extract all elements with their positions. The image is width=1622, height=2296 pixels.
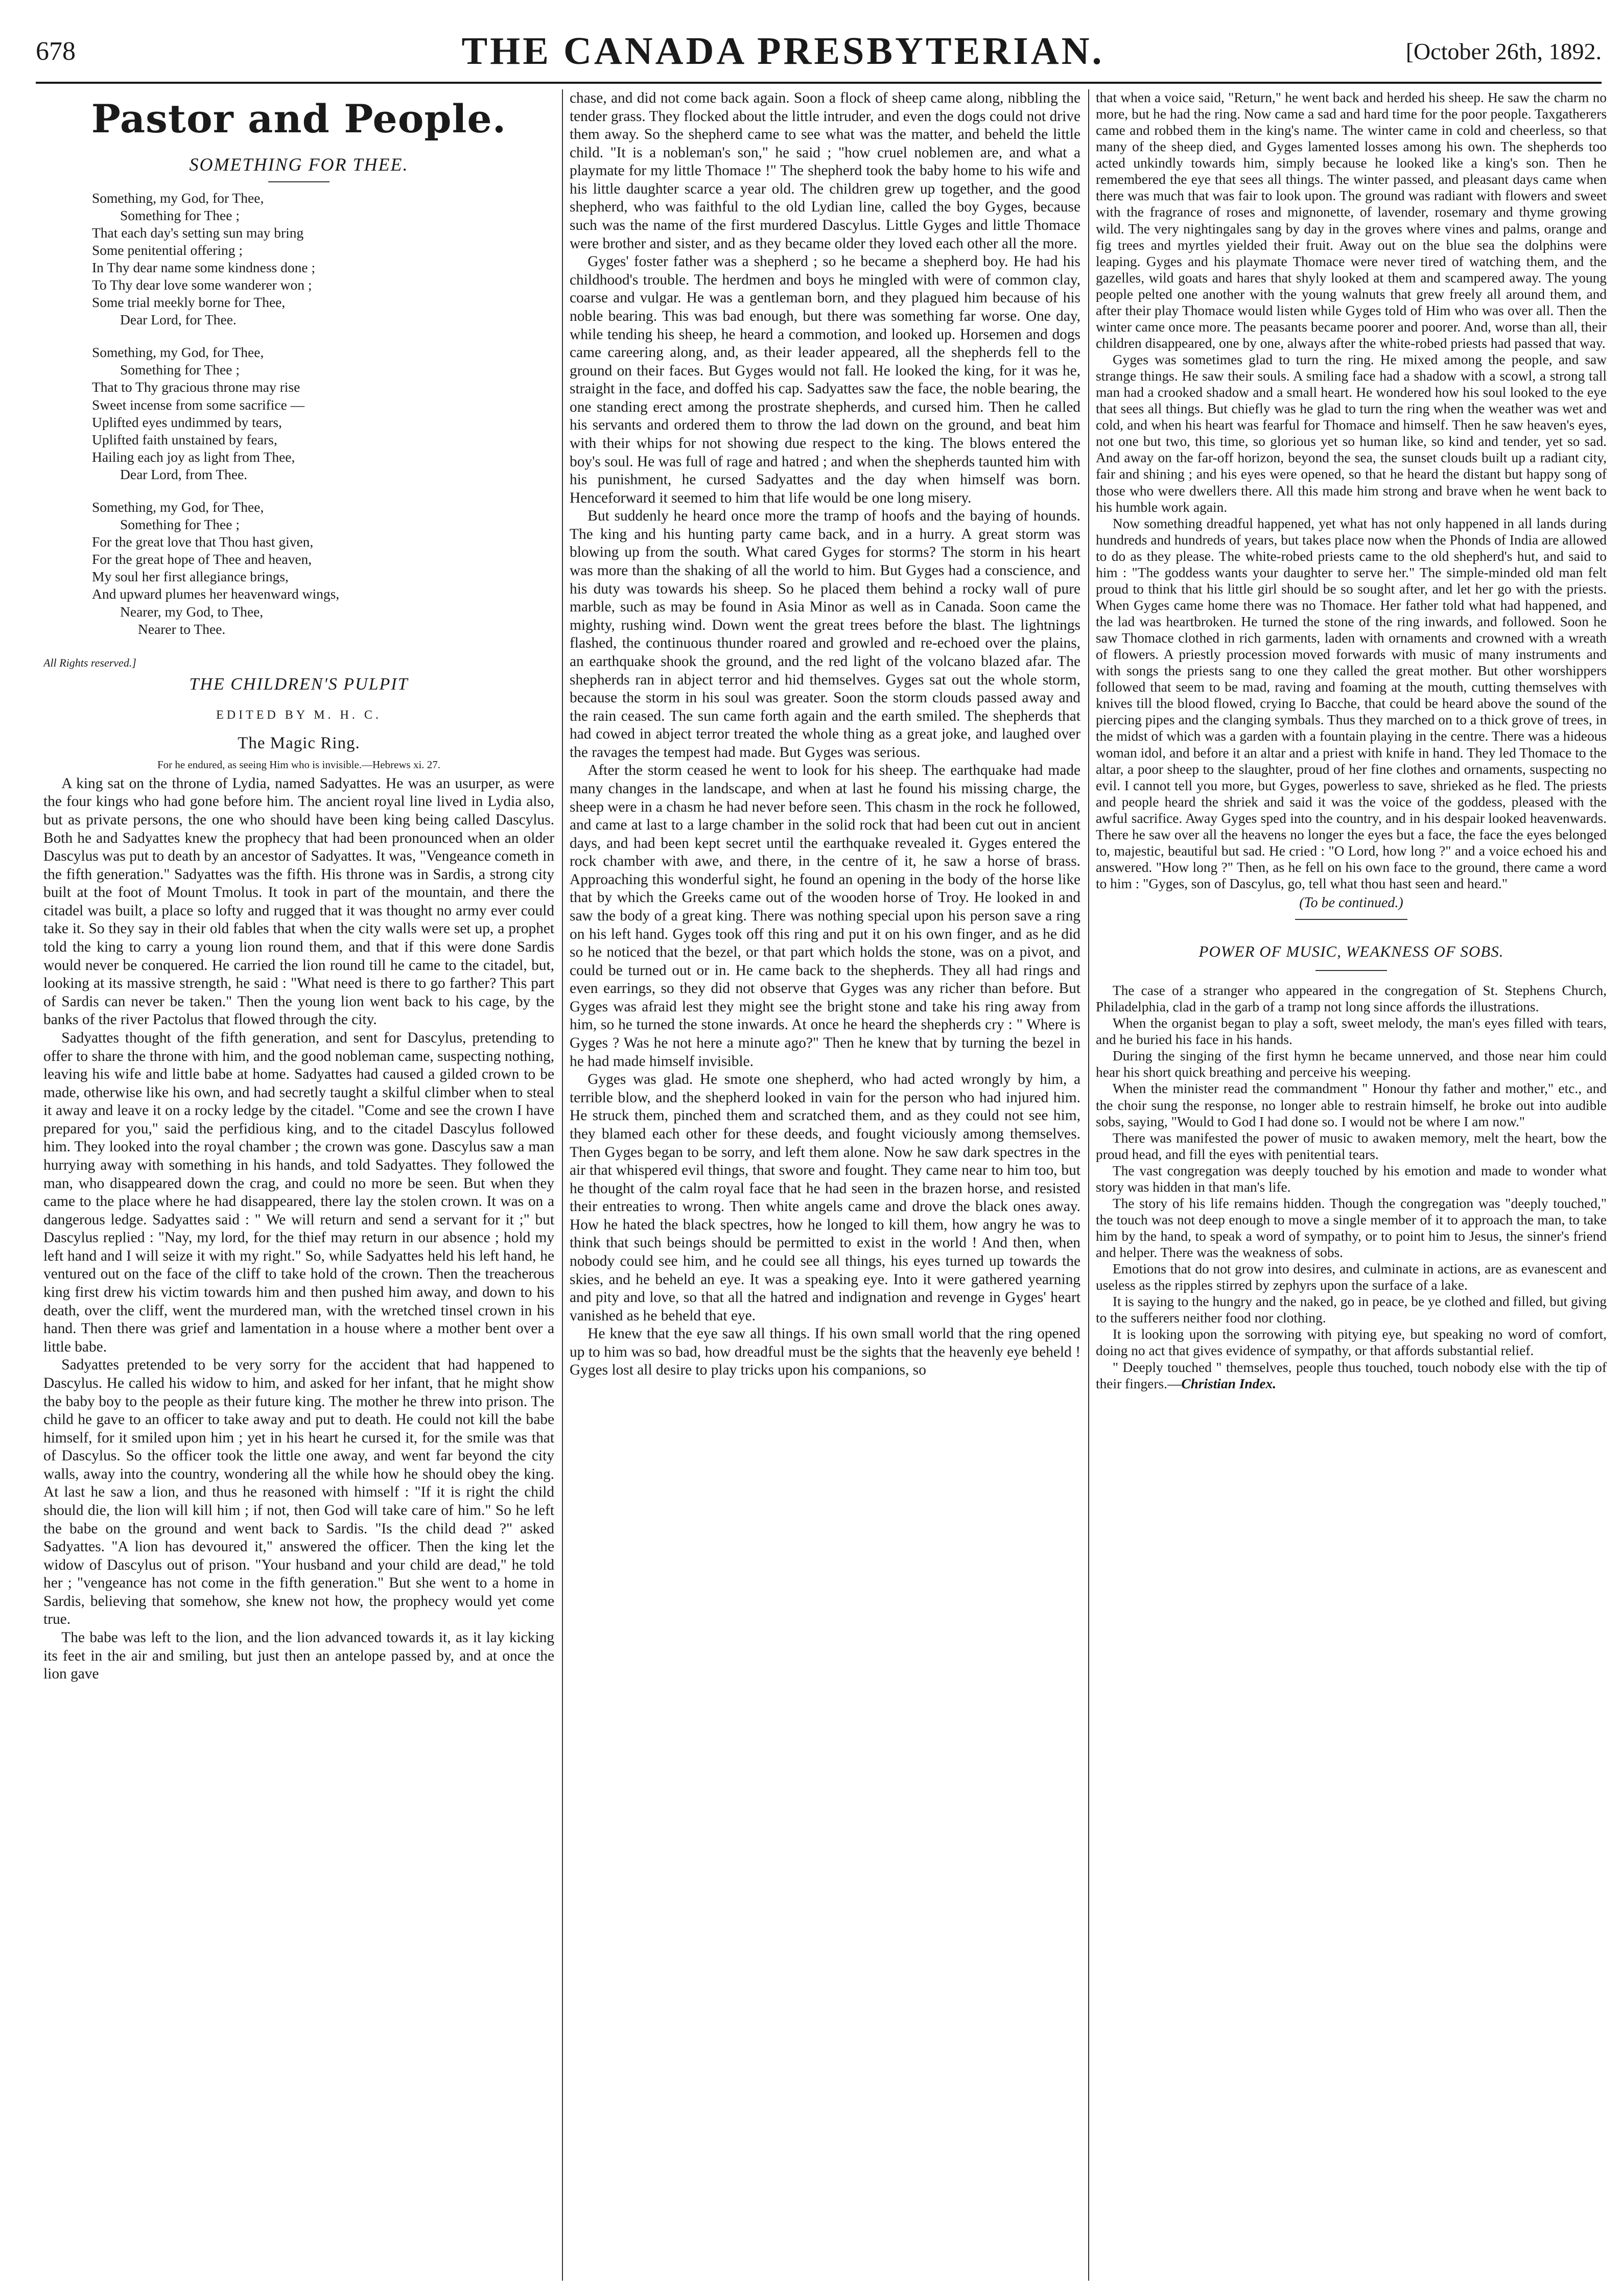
paragraph: Now something dreadful happened, yet what has not only happened in all lands during hundreds and hundreds of years, but takes place now when the Phonds of India are allowed to do as they please. The white-robed priests came to the old shepherd's hut, and said to him : "The goddess wants your daughter to serve her." The simple-minded old man felt proud to think that his little girl should be so sought after, and let her go with the priests. When Gyges came home there was no Thomace. Her father told what had happened, and the lad was heartbroken. He turned the stone of the ring inwards, and followed. Soon he saw Thomace clothed in rich garments, laden with ornaments and crowned with a wreath of flowers. A priestly procession moved forwards with music of many instruments and with songs the priests sang to one they called the great mother. But other worshippers followed that seem to be mad, raving and foaming at the mouth, cutting themselves with knives till the blood flowed, crying Io Bacche, that could be heard above the sound of the piercing pipes and the clanging symbals. Thus they marched on to a thick grove of trees, in the midst of which was a garden with a fountain playing in the centre. There was a hideous woman idol, and before it an altar and a priest with knife in hand. They led Thomace to the altar, a poor sheep to the slaughter, proud of her fine clothes and ornaments, suspecting no evil. I cannot tell you more, but Gyges, powerless to save, shrieked as he fled. The priests and people heard the shriek and said it was the voice of the goddess, pleased with the awful sacrifice. Away Gyges sped into the country, and in his despair looked heavenwards. There he saw over all the heavens no longer the eyes but a face, the face the eyes belonged to, majestic, beautiful but sad. He cried : "O Lord, how long ?" and a voice echoed his and answered. "How long ?" Then, as he fell on his own face to the ground, there came a word to him : "Gyges, son of Dascylus, go, tell what thou hast seen and heard." [1096,515,1607,891]
page-number: 678 [36,36,76,66]
paragraph: chase, and did not come back again. Soon a flock of sheep came along, nibbling the tender grass. They flocked about the little intruder, and even the dogs could not drive them away. So the shepherd came to see what was the matter, and beheld the little child. "It is a nobleman's son," he said ; "how cruel noblemen are, and what a playmate for my little Thomace !" The shepherd took the baby home to his wife and his little daughter scarce a year old. The children grew up together, and the good shepherd, who was faithful to the old Lydian line, called the boy Gyges, because such was the name of the first murdered Dascylus. Little Gyges and little Thomace were brother and sister, and as they became older they loved each other all the more. [570,90,1080,252]
poem-line: For the great love that Thou hast given, [92,534,314,550]
paragraph: He knew that the eye saw all things. If his own small world that the ring opened up to him was so bad, how dreadful must be the sights that the heavenly eye beheld ! Gyges lost all desire to play tricks upon his companions, so [570,1325,1080,1379]
paragraph: The vast congregation was deeply touched by his emotion and made to wonder what story was hidden in that man's life. [1096,1163,1607,1195]
poem-line: Some trial meekly borne for Thee, [92,294,286,311]
paragraph: During the singing of the first hymn he became unnerved, and those near him could hear his short quick breathing and perceive his weeping. [1096,1048,1607,1080]
paragraph-text: " Deeply touched " themselves, people thus touched, touch nobody else with the tip of their fingers.— [1096,1359,1607,1391]
to-be-continued: (To be continued.) [1299,895,1403,911]
poem-line: Nearer, my God, to Thee, [120,603,264,620]
paragraph: that when a voice said, "Return," he went back and herded his sheep. He saw the charm no more, but he had the ring. Now came a sad and hard time for the poor people. Taxgatherers came and robbed them in the king's name. The winter came in cold and cheerless, so that many of the sheep died, and Gyges lamented losses among his own. The shepherds too acted unkindly towards him, simply because he looked like a king's son. Then he remembered the eye that sees all things. The winter passed, and pleasant days came when there was much that was fair to look upon. The ground was radiant with flowers and sweet with the fragrance of roses and mignonette, of lavender, rosemary and thyme growing wild. The very nightingales sang by day in the groves where vines and palms, orange and fig trees and myrtles yielded their fruit. Away out on the blue sea the dolphins were leaping. Gyges and his playmate Thomace were never tired of watching them, and the gazelles, wild goats and hares that shyly looked at them and scampered away. The young people pelted one another with the young walnuts that grew freely all around them, and after their play Thomace would listen while Gyges told of Him who was over all. Then the winter came once more. The peasants became poorer and poorer. And, worse than all, their children disappeared, one by one, always after the white-robed priests had passed that way. [1096,90,1607,351]
paragraph: After the storm ceased he went to look for his sheep. The earthquake had made many changes in the landscape, and when at last he found his missing charge, the sheep were in a chasm he had never before seen. This chasm in the rock he followed, and came at last to a large chamber in the solid rock that had been cut out in ancient days, and had been kept secret until the earthquake revealed it. Gyges entered the rock chamber with awe, and there, in the centre of it, he saw a horse of brass. Approaching this wonderful sight, he found an opening in the body of the horse like that by which the Greeks came out of the wooden horse of Troy. He looked in and saw the body of a great king. There was nothing special upon his person save a ring on his left hand. Gyges took off this ring and put it on his own finger, and as he did so he noticed that the bezel, or that part which holds the stone, was on a pivot, and could be turned out or in. He came back to the shepherds. They all had rings and even earrings, so they did not observe that Gyges was any richer than before. But Gyges was afraid lest they might see the bright stone and take his ring away from him, so he turned the stone inwards. At once he heard the shepherds cry : " Where is Gyges ? Was he not here a minute ago?" Then he knew that by turning the bezel in he had made himself invisible. [570,762,1080,1070]
poem [43,190,554,638]
poem-stanza [43,499,554,638]
masthead: THE CANADA PRESBYTERIAN. [461,29,1104,73]
poem-line: Something for Thee ; [120,207,240,223]
column-3 [1096,89,1607,2281]
paragraph: There was manifested the power of music to awaken memory, melt the heart, bow the proud head, and fill the eyes with penitential tears. [1096,1130,1607,1162]
paragraph: It is saying to the hungry and the naked, go in peace, be ye clothed and filled, but giving to the sufferers neither food nor clothing. [1096,1294,1607,1326]
column-1 [43,89,554,2281]
paragraph: The case of a stranger who appeared in the congregation of St. Stephens Church, Philadelphia, clad in the garb of a tramp not long since affords the illustrations. [1096,983,1607,1015]
page-header [36,20,1602,82]
department-title: Pastor and People. [91,96,507,141]
last-paragraph [1096,1359,1607,1392]
paragraph: Sadyattes pretended to be very sorry for the accident that had happened to Dascylus. He called his widow to him, and asked for her infant, that he might show the baby boy to the people as their future king. The mother he threw into prison. The child he gave to an officer to take away and put to death. He could not kill the babe himself, for it smiled upon him ; yet in his heart he cursed it, for the smile was that of Dascylus. So the officer took the little one away, and went far beyond the city walls, away into the country, wondering all the while how he should obey the king. At last he saw a lion, and thus he reasoned with himself : "If it is right the child should die, the lion will kill him ; if not, then God will take care of him." So he left the babe on the ground and went back to Sardis. "Is the child dead ?" asked Sadyattes. "A lion has devoured it," answered the officer. Then the king let the widow of Dascylus out of prison. "Your husband and your child are dead," he told her ; "vengeance has not come in the fifth generation." But she went to a home in Sardis, believing that somehow, she knew not how, the prophecy would yet come true. [43,1357,554,1628]
poem-line: For the great hope of Thee and heaven, [92,551,312,567]
source-credit: Christian Index. [1181,1376,1277,1391]
poem-line: Something, my God, for Thee, [92,190,264,206]
column-divider [1088,89,1089,2281]
column-divider [562,89,563,2281]
story-title: The Magic Ring. [238,733,360,752]
poem-line: Something, my God, for Thee, [92,344,264,361]
poem-line: And upward plumes her heavenward wings, [92,586,340,602]
poem-title: SOMETHING FOR THEE. [189,154,409,175]
poem-line: Dear Lord, from Thee. [120,466,248,482]
poem-line: Something for Thee ; [120,516,240,533]
poem-line: Sweet incense from some sacrifice — [92,396,305,413]
paragraph: A king sat on the throne of Lydia, named Sadyattes. He was an usurper, as were the four kings who had gone before him. The ancient royal line lived in Lydia also, but as private persons, the one who should have been king being called Dascylus. Both he and Sadyattes knew the prophecy that had been pronounced when an older Dascylus was put to death by an ancestor of Sadyattes. It was, "Vengeance cometh in the fifth generation." Sadyattes was the fifth. His throne was in Sardis, a strong city built at the foot of Mount Tmolus. It took in part of the mountain, and there the citadel was built, a place so lofty and rugged that it was thought no army ever could take it. So they say in their old fables that when the city walls were set up, a prophet told the king to carry a young lion round them, and that if this were done Sardis would never be conquered. He carried the lion round till he came to the citadel, but, looking at its massive strength, he said : "What need is there to go farther? This part of Sardis can never be taken." Then the young lion went back to his cage, by the banks of the river Pactolus that flowed through the city. [43,775,554,1028]
title-rule [268,181,330,182]
poem-line: My soul her first allegiance brings, [92,569,289,585]
article-separator [1295,919,1407,920]
poem-line: In Thy dear name some kindness done ; [92,259,316,275]
rights-notice: All Rights reserved.] [43,656,136,669]
paragraph: Emotions that do not grow into desires, and culminate in actions, are as evanescent and useless as the ripples stirred by zephyrs upon the surface of a lake. [1096,1261,1607,1293]
poem-line: Dear Lord, for Thee. [120,312,237,328]
paragraph: Gyges' foster father was a shepherd ; so he became a shepherd boy. He had his childhood's trouble. The herdmen and boys he mingled with were of common clay, coarse and vulgar. He was a gentleman born, and they plagued him because of his noble bearing. This was bad enough, but there was something far worse. One day, while tending his sheep, he heard a commotion, and looked up. Horsemen and dogs came careering along, and, as their leader appeared, all the shepherds fell to the ground on their faces. But Gyges would not fall. He looked the king, for it was he, straight in the face, and doffed his cap. Sadyattes saw the face, the noble bearing, the one standing erect among the prostrate shepherds, and cursed him. Then he called his servants and ordered them to throw the lad down on the ground, and beat him with their whips for not showing due respect to the king. The blows entered the boy's soul. He was full of rage and hatred ; and when the shepherds taunted him with his punishment, he cursed Sadyattes and the day when himself was born. Henceforward it seemed to him that life would be one long misery. [570,253,1080,506]
paragraph: When the minister read the commandment " Honour thy father and mother," etc., and the choir sung the response, no longer able to restrain himself, he broke out into audible sobs, saying, "Would to God I had done so. I would not be where I am now." [1096,1081,1607,1129]
column-2 [570,89,1080,2281]
poem-line: Hailing each joy as light from Thee, [92,448,295,465]
section-title: THE CHILDREN'S PULPIT [189,675,409,694]
paragraph: Sadyattes thought of the fifth generation, and sent for Dascylus, pretending to offer to share the throne with him, and the good nobleman came, suspecting nothing, leaving his wife and little babe at home. Sadyattes had caused a gilded crown to be made, otherwise like his own, and had secretly taught a skilful climber when to steal it away and leave it on a rocky ledge by the citadel. "Come and see the crown I have prepared for you," said the perfidious king, and to the citadel Dascylus followed him. They looked into the royal chamber ; the crown was gone. Dascylus saw a man hurrying away with something in his hands, and told Sadyattes. They followed the man, who disappeared down the crag, and could no more be seen. But when they came to the place where he had disappeared, there lay the stolen crown. It was on a dangerous ledge. Sadyattes said : " We will return and send a servant for it ;" but Dascylus replied : "Nay, my lord, for the thief may return in our absence ; hold my left hand and I will seize it with my right." So, while Sadyattes held his left hand, he ventured out on the face of the cliff to take hold of the crown. Then the treacherous king first drew his victim towards him and then pushed him away, and down to his death, over the cliff, went the murdered man, with the wretched tinsel crown in his hand. Then there was grief and lamentation in a house where a mother bent over a little babe. [43,1029,554,1355]
paragraph: Gyges was glad. He smote one shepherd, who had acted wrongly by him, a terrible blow, and the shepherd looked in vain for the person who had injured him. He struck them, pinched them and scratched them, and as they could not see him, they blamed each other for these deeds, and fought viciously among themselves. Then Gyges began to be sorry, and left them alone. Now he saw dark spectres in the air that whispered evil things, that swore and fought. They came near to him too, but he thought of the calm royal face that he had seen in the brazen horse, and resisted their entreaties to wrong. Then white angels came and drove the black ones away. How he hated the black spectres, how he longed to kill them, how angry he was to think that such beings should be permitted to exist in the world ! And then, when nobody could see him, and he could see all things, his eyes turned up towards the skies, and he beheld an eye. It was a speaking eye. Into it were gathered yearning and pity and love, so that all the hatred and indignation and revenge in Gyges' heart vanished as he beheld that eye. [570,1071,1080,1324]
poem-stanza [43,344,554,483]
paragraph: But suddenly he heard once more the tramp of hoofs and the baying of hounds. The king and his hunting party came back, and in a hurry. A great storm was blowing up from the south. What cared Gyges for storms? The storm in his heart was more than the shaking of all the world to him. But Gyges had a conscience, and his duty was towards his sheep. So he placed them behind a rocky wall of pure marble, such as may be found in Asia Minor as well as in Canada. Soon came the mighty, rushing wind. Down went the great trees before the blast. The lightnings flashed, the continuous thunder roared and growled and re-echoed over the plains, an earthquake shook the ground, and the red light of the volcano blazed afar. The shepherds ran in abject terror and hid themselves. Gyges sat out the whole storm, because the storm in his soul was greater. Soon the storm clouds passed away and the rain ceased. The sun came forth again and the earth smiled. The shepherds that had cowed in abject terror treated the whole thing as a great joke, and laughed over the ravages the tempest had made. But Gyges was serious. [570,508,1080,761]
edited-by: EDITED BY M. H. C. [216,708,382,722]
epigraph: For he endured, as seeing Him who is invisible.—Hebrews xi. 27. [157,759,441,771]
issue-date: [October 26th, 1892. [1405,38,1602,64]
poem-line: That to Thy gracious throne may rise [92,379,300,395]
header-rule [36,82,1602,84]
paragraph: It is looking upon the sorrowing with pitying eye, but speaking no word of comfort, doing no act that gives evidence of sympathy, or that affords substantial relief. [1096,1327,1607,1359]
poem-line: Uplifted faith unstained by fears, [92,431,277,447]
paragraph: Gyges was sometimes glad to turn the ring. He mixed among the people, and saw strange things. He saw their souls. A smiling face had a shadow with a scowl, a strong tall man had a crooked shadow and a small heart. He wondered how his soul looked to the eye that sees all things. But chiefly was he glad to turn the ring when the weather was wet and cold, and when his heart was fearful for Thomace and himself. Then he saw heaven's eyes, not one but two, this time, so glorious yet so human like, so kind and tender, yet so sad. And away on the far-off horizon, beyond the sea, the sunset clouds built up a radiant city, fair and shining ; and his eyes were opened, so that he heard the distant but happy song of those who were dwellers there. All this made him strong and brave when he went back to his humble work again. [1096,352,1607,515]
poem-line: To Thy dear love some wanderer won ; [92,276,312,293]
article-title: POWER OF MUSIC, WEAKNESS OF SOBS. [1198,942,1504,960]
title-rule [1315,970,1387,971]
poem-line: Uplifted eyes undimmed by tears, [92,414,282,430]
poem-line: That each day's setting sun may bring [92,224,304,241]
paragraph: The babe was left to the lion, and the lion advanced towards it, as it lay kicking its feet in the air and smiling, but just then an antelope passed by, and at once the lion gave [43,1629,554,1683]
poem-line: Something, my God, for Thee, [92,499,264,515]
poem-stanza [43,190,554,329]
poem-line: Some penitential offering ; [92,242,243,258]
paragraph: When the organist began to play a soft, sweet melody, the man's eyes filled with tears, and he buried his face in his hands. [1096,1015,1607,1048]
paragraph: The story of his life remains hidden. Though the congregation was "deeply touched," the touch was not deep enough to move a single member of it to approach the man, to take him by the hand, to speak a word of sympathy, or to point him to Jesus, the sinner's friend and helper. There was the weakness of sobs. [1096,1195,1607,1261]
poem-line: Something for Thee ; [120,362,240,378]
poem-line: Nearer to Thee. [138,621,226,637]
